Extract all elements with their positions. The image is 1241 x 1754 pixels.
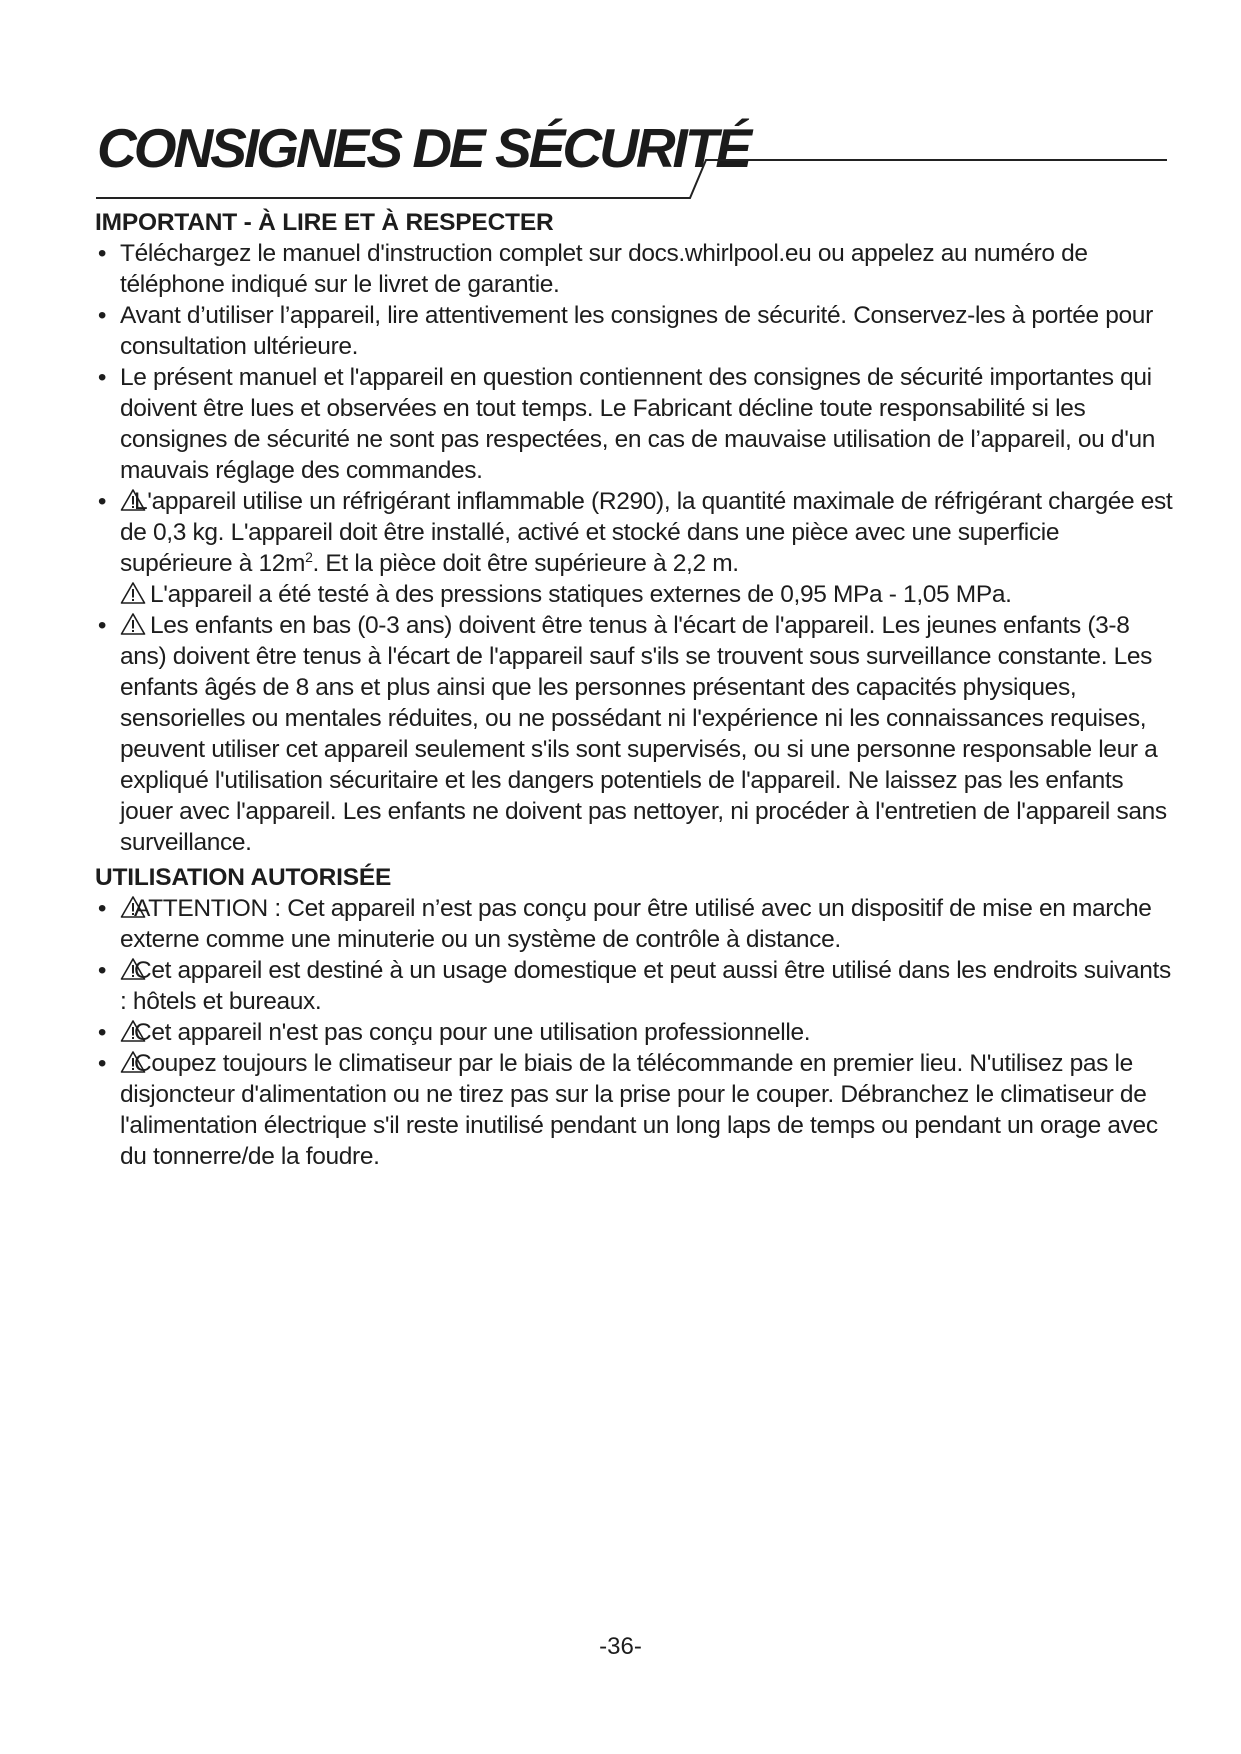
list-item xyxy=(95,1048,1175,1172)
superscript: 2 xyxy=(305,548,313,565)
bullet: • xyxy=(97,240,107,267)
bullet: • xyxy=(97,364,107,391)
bullet: • xyxy=(97,302,107,329)
warning-triangle-icon xyxy=(120,1019,146,1043)
page-title: CONSIGNES DE SÉCURITÉ xyxy=(97,117,750,179)
warning-triangle-icon xyxy=(120,581,146,605)
list-item xyxy=(95,893,1175,955)
list-item-text: ATTENTION : Cet appareil n’est pas conçu pour être utilisé avec un dispositif de mise en marche externe comme une minuterie ou un système de contrôle à distance. xyxy=(120,895,1152,953)
list-item xyxy=(95,610,1175,858)
section-heading-authorized-use: UTILISATION AUTORISÉE xyxy=(95,864,392,891)
list-item xyxy=(95,362,1175,486)
list-item xyxy=(95,486,1175,610)
warning-triangle-icon xyxy=(120,957,146,981)
list-item-text-tail: . Et la pièce doit être supérieure à 2,2 m. xyxy=(312,550,739,577)
bullet: • xyxy=(97,1019,107,1046)
list-item xyxy=(95,300,1175,362)
warning-triangle-icon xyxy=(120,612,146,636)
bullet: • xyxy=(97,612,107,639)
list-item xyxy=(95,955,1175,1017)
list-item-text: Téléchargez le manuel d'instruction complet sur docs.whirlpool.eu ou appelez au numéro de téléphone indiqué sur le livret de garantie. xyxy=(120,240,1088,298)
list-item-text: Le présent manuel et l'appareil en question contiennent des consignes de sécurité importantes qui doivent être lues et observées en tout temps. Le Fabricant décline toute responsabilité si les consignes de sécurité ne sont pas respectées, en cas de mauvaise utilisation de l’appareil, ou d'un mauvais réglage des commandes. xyxy=(120,364,1156,484)
list-item-text: Cet appareil n'est pas conçu pour une utilisation professionnelle. xyxy=(134,1019,811,1046)
list-item-text: Coupez toujours le climatiseur par le biais de la télécommande en premier lieu. N'utilisez pas le disjoncteur d'alimentation ou ne tirez pas sur la prise pour le couper. Débranchez le climatiseur de l'alimentation électrique s'il reste inutilisé pendant un long laps de temps ou pendant un orage avec du tonnerre/de la foudre. xyxy=(120,1050,1158,1170)
list-item-subline: L'appareil a été testé à des pressions statiques externes de 0,95 MPa - 1,05 MPa. xyxy=(120,579,1175,610)
warning-triangle-icon xyxy=(120,895,146,919)
list-item xyxy=(95,1017,1175,1048)
list-item-text: Cet appareil est destiné à un usage domestique et peut aussi être utilisé dans les endroits suivants : hôtels et bureaux. xyxy=(120,957,1171,1015)
important-list xyxy=(95,238,1175,858)
safety-content xyxy=(95,207,1175,1172)
list-item-text: L'appareil utilise un réfrigérant inflammable (R290), la quantité maximale de réfrigérant chargée est de 0,3 kg. L'appareil doit être installé, activé et stocké dans une pièce avec une superficie supérieure à 12m xyxy=(120,488,1173,577)
bullet: • xyxy=(97,895,107,922)
warning-triangle-icon xyxy=(120,488,146,512)
bullet: • xyxy=(97,957,107,984)
authorized-use-list xyxy=(95,893,1175,1172)
warning-triangle-icon xyxy=(120,1050,146,1074)
bullet: • xyxy=(97,488,107,515)
page-number: -36- xyxy=(599,1633,642,1660)
list-item-text: Avant d’utiliser l’appareil, lire attentivement les consignes de sécurité. Conservez-les à portée pour consultation ultérieure. xyxy=(120,302,1153,360)
bullet: • xyxy=(97,1050,107,1077)
section-heading-important: IMPORTANT - À LIRE ET À RESPECTER xyxy=(95,209,554,236)
list-item-text: Les enfants en bas (0-3 ans) doivent être tenus à l'écart de l'appareil. Les jeunes enfants (3-8 ans) doivent être tenus à l'écart de l'appareil sauf s'ils se trouvent sous surveillance constante. Les enfants âgés de 8 ans et plus ainsi que les personnes présentant des capacités physiques, sensorielles ou mentales réduites, ou ne possédant ni l'expérience ni les connaissances requises, peuvent utiliser cet appareil seulement s'ils sont supervisés, ou si une personne responsable leur a expliqué l'utilisation sécuritaire et les dangers potentiels de l'appareil. Ne laissez pas les enfants jouer avec l'appareil. Les enfants ne doivent pas nettoyer, ni procéder à l'entretien de l'appareil sans surveillance. xyxy=(120,612,1167,856)
list-item xyxy=(95,238,1175,300)
